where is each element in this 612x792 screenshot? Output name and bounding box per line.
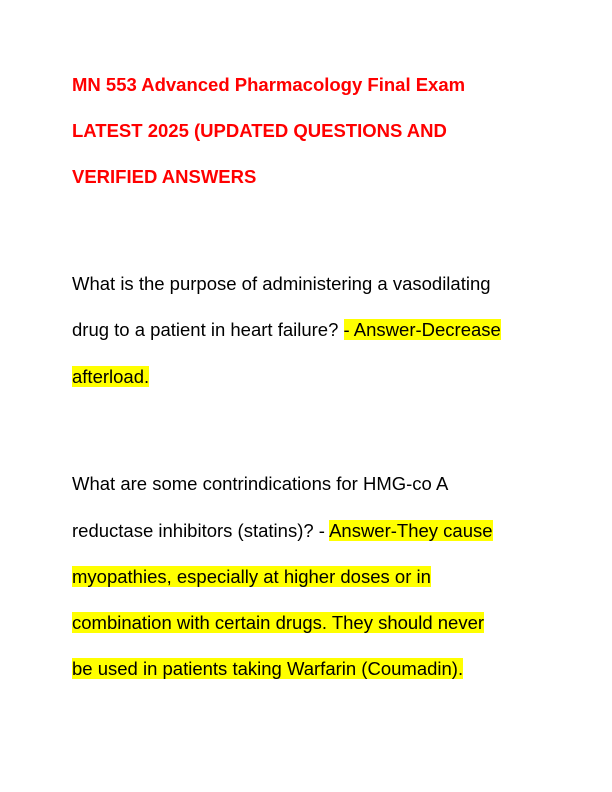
question-2-text: reductase inhibitors (statins)? -	[72, 520, 330, 541]
answer-2-line-2: myopathies, especially at higher doses or in	[72, 566, 431, 587]
document-title-line-2: LATEST 2025 (UPDATED QUESTIONS AND	[72, 120, 447, 141]
answer-1-line-1: - Answer-Decrease	[343, 319, 501, 340]
answer-2-line-1: Answer-They cause	[329, 520, 493, 541]
answer-2-line-2-row	[72, 566, 552, 588]
question-1-line-1: What is the purpose of administering a vasodilating	[72, 273, 491, 294]
answer-1-line-2-row	[72, 366, 552, 388]
document-title-line-3: VERIFIED ANSWERS	[72, 166, 257, 187]
answer-2-line-4-row	[72, 658, 552, 680]
answer-2-line-4: be used in patients taking Warfarin (Coumadin).	[72, 658, 464, 679]
question-1-text: drug to a patient in heart failure?	[72, 319, 344, 340]
question-2-line-2	[72, 520, 552, 542]
question-1-line-2	[72, 319, 552, 341]
answer-2-line-3: combination with certain drugs. They should never	[72, 612, 485, 633]
answer-1-line-2: afterload.	[72, 366, 150, 387]
document-title-line-1: MN 553 Advanced Pharmacology Final Exam	[72, 74, 466, 95]
answer-2-line-3-row	[72, 612, 552, 634]
question-2-line-1: What are some contrindications for HMG-co A	[72, 473, 449, 494]
